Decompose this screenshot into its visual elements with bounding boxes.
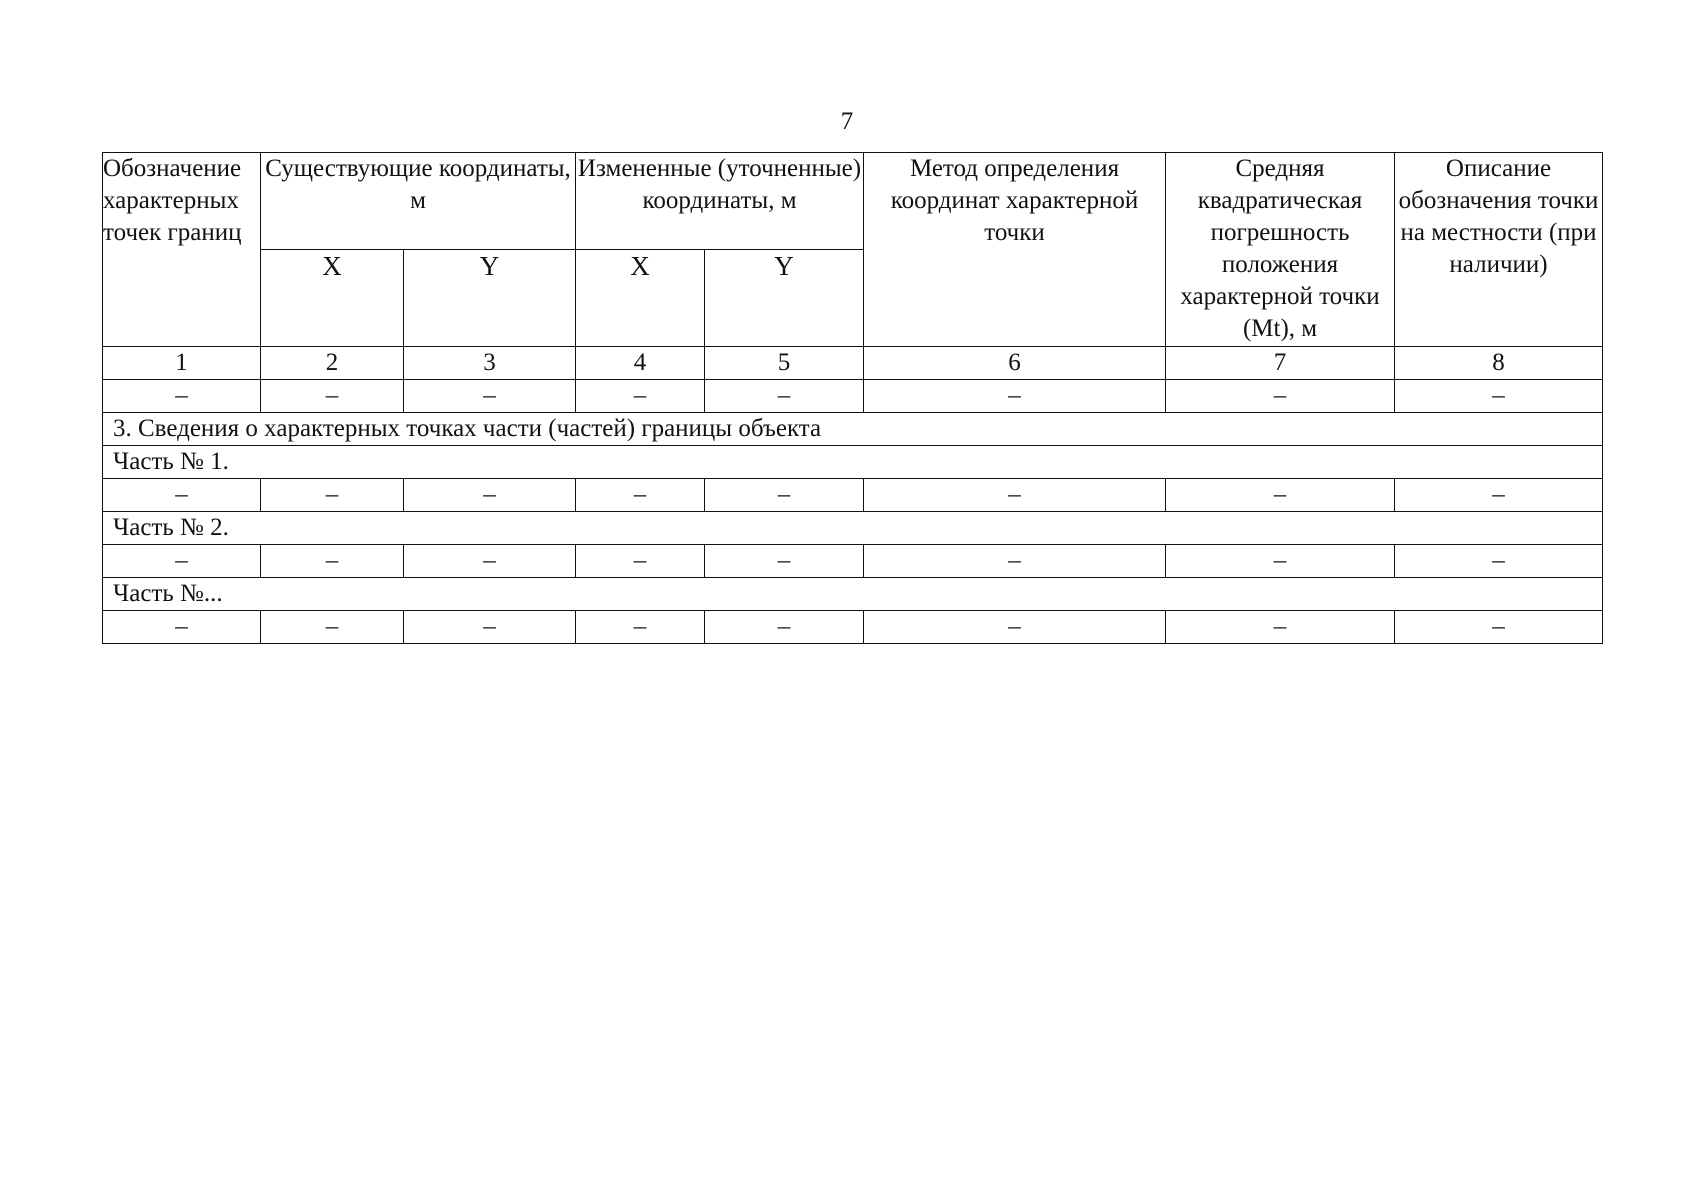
part-label-row [103, 446, 1603, 479]
table-cell: – [1395, 479, 1603, 512]
table-cell: – [576, 380, 705, 413]
table-cell: – [404, 545, 576, 578]
table-cell: – [103, 479, 261, 512]
table-cell: – [103, 380, 261, 413]
header-existing-coordinates: Существующие координаты, м [261, 153, 576, 250]
header-changed-y: Y [705, 250, 864, 347]
header-changed-coordinates: Измененные (уточненные) координаты, м [576, 153, 864, 250]
table-cell: – [576, 611, 705, 644]
table-cell: – [1395, 380, 1603, 413]
header-changed-x: X [576, 250, 705, 347]
column-number: 5 [705, 347, 864, 380]
page-number: 7 [840, 108, 854, 135]
table-cell: – [705, 479, 864, 512]
table-cell: – [705, 380, 864, 413]
table-cell: – [261, 479, 404, 512]
part-label-row [103, 512, 1603, 545]
coordinates-table [102, 152, 1603, 644]
column-number: 7 [1166, 347, 1395, 380]
table-cell: – [1395, 611, 1603, 644]
header-method: Метод определения координат характерной точки [864, 153, 1166, 347]
table-row [103, 545, 1603, 578]
part-label: Часть №... [103, 578, 1603, 611]
column-number: 6 [864, 347, 1166, 380]
column-number: 4 [576, 347, 705, 380]
table-cell: – [261, 380, 404, 413]
column-numbers-row [103, 347, 1603, 380]
table-cell: – [576, 479, 705, 512]
table-cell: – [864, 380, 1166, 413]
column-number: 3 [404, 347, 576, 380]
table-cell: – [705, 545, 864, 578]
column-number: 2 [261, 347, 404, 380]
header-mean-error: Средняя квадратическая погрешность положения характерной точки (Mt), м [1166, 153, 1395, 347]
table-cell: – [404, 479, 576, 512]
table-cell: – [1166, 479, 1395, 512]
table-cell: – [1166, 545, 1395, 578]
part-label: Часть № 1. [103, 446, 1603, 479]
table-cell: – [864, 545, 1166, 578]
table-row [103, 380, 1603, 413]
table-cell: – [864, 479, 1166, 512]
column-number: 8 [1395, 347, 1603, 380]
table-cell: – [261, 611, 404, 644]
table-cell: – [103, 611, 261, 644]
table-cell: – [705, 611, 864, 644]
table-cell: – [261, 545, 404, 578]
column-number: 1 [103, 347, 261, 380]
table-cell: – [404, 380, 576, 413]
header-existing-y: Y [404, 250, 576, 347]
header-existing-x: X [261, 250, 404, 347]
table-cell: – [864, 611, 1166, 644]
section-title: 3. Сведения о характерных точках части (частей) границы объекта [103, 413, 1603, 446]
table-cell: – [1166, 611, 1395, 644]
table-row [103, 611, 1603, 644]
table-cell: – [404, 611, 576, 644]
table-cell: – [1395, 545, 1603, 578]
table-cell: – [103, 545, 261, 578]
table-cell: – [576, 545, 705, 578]
table-row [103, 479, 1603, 512]
table-cell: – [1166, 380, 1395, 413]
header-point-designation: Обозначение характерных точек границ [103, 153, 261, 347]
part-label-row [103, 578, 1603, 611]
part-label: Часть № 2. [103, 512, 1603, 545]
section-title-row [103, 413, 1603, 446]
header-description: Описание обозначения точки на местности (при наличии) [1395, 153, 1603, 347]
